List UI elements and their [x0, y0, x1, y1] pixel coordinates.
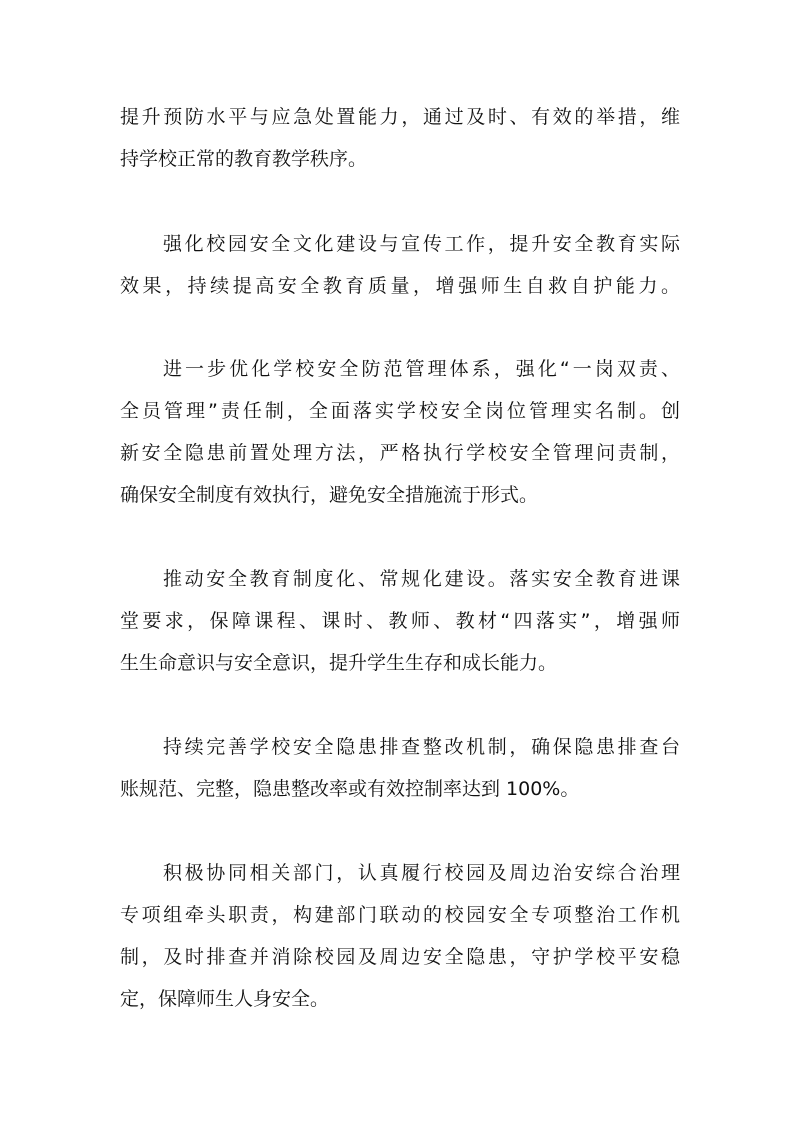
paragraph-line: 持续完善学校安全隐患排查整改机制，确保隐患排查台: [163, 736, 680, 758]
paragraph-line: 定，保障师生人身安全。: [120, 988, 330, 1010]
paragraph-line: 持学校正常的教育教学秩序。: [120, 148, 368, 170]
paragraph-line: 制，及时排查并消除校园及周边安全隐患，守护学校平安稳: [120, 946, 680, 968]
paragraph-line: 提升预防水平与应急处置能力，通过及时、有效的举措，维: [120, 106, 680, 128]
paragraph-line: 进一步优化学校安全防范管理体系，强化“一岗双责、: [163, 358, 680, 380]
paragraph-line: 堂要求，保障课程、课时、教师、教材“四落实”，增强师: [120, 610, 680, 632]
paragraph-line: 专项组牵头职责，构建部门联动的校园安全专项整治工作机: [120, 904, 680, 926]
paragraph-line: 新安全隐患前置处理方法，严格执行学校安全管理问责制，: [120, 442, 680, 464]
paragraph-line: 积极协同相关部门，认真履行校园及周边治安综合治理: [163, 862, 680, 884]
paragraph-line: 确保安全制度有效执行，避免安全措施流于形式。: [120, 484, 539, 506]
paragraph-line: 生生命意识与安全意识，提升学生生存和成长能力。: [120, 652, 558, 674]
paragraph-line: 强化校园安全文化建设与宣传工作，提升安全教育实际: [163, 233, 680, 255]
paragraph-line: 全员管理”责任制，全面落实学校安全岗位管理实名制。创: [120, 400, 680, 422]
paragraph-line: 效果，持续提高安全教育质量，增强师生自救自护能力。: [120, 275, 680, 297]
paragraph-line: 账规范、完整，隐患整改率或有效控制率达到 100%。: [120, 778, 580, 800]
paragraph-line: 推动安全教育制度化、常规化建设。落实安全教育进课: [163, 568, 680, 590]
